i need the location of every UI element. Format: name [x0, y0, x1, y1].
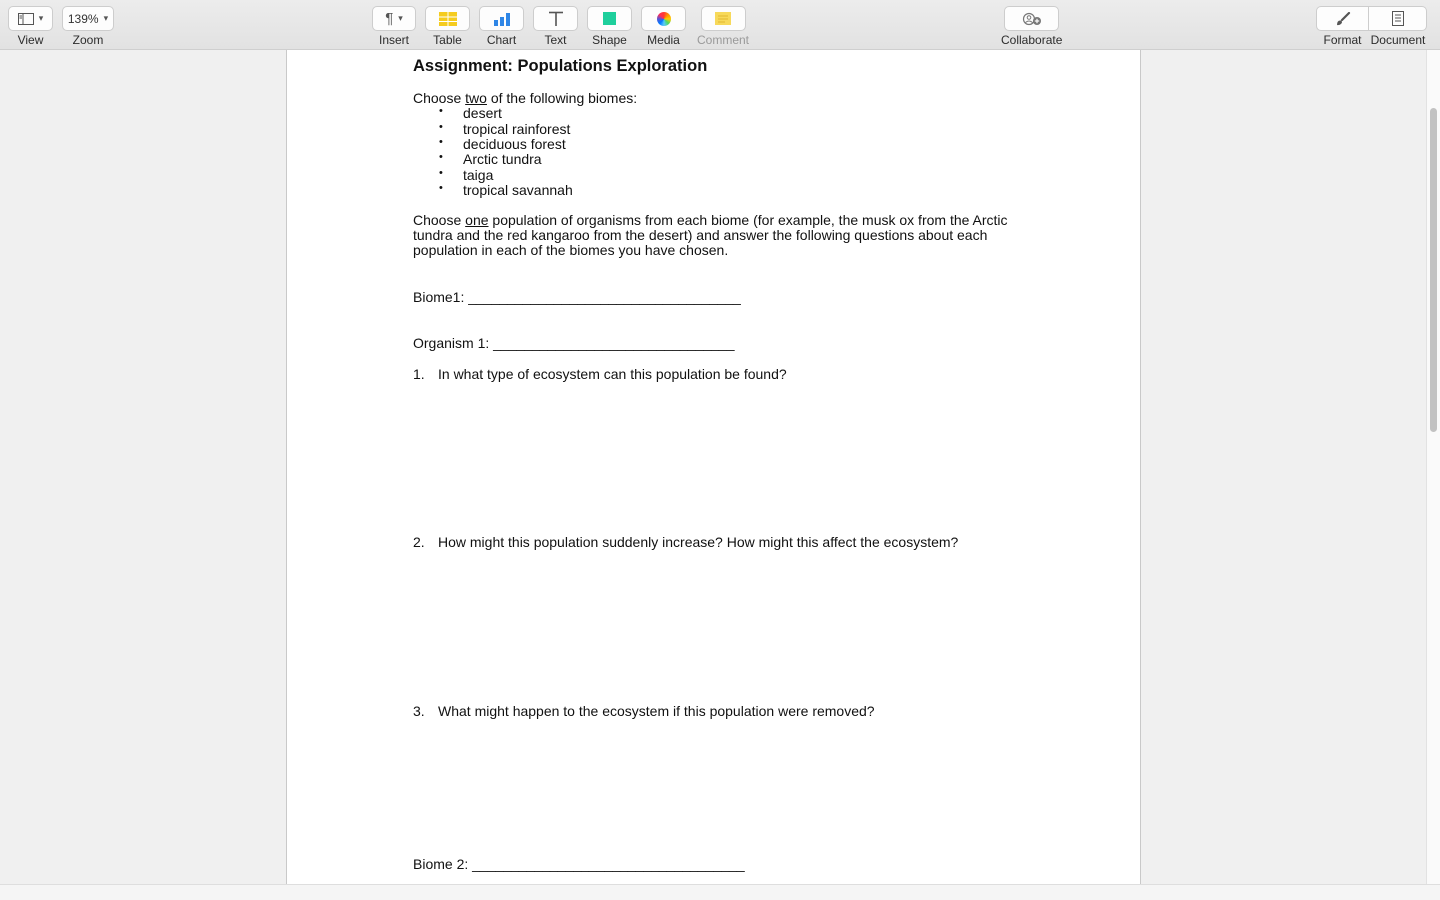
bullet-icon: •: [439, 105, 443, 117]
format-label: Format: [1323, 33, 1362, 47]
list-item-text: tropical rainforest: [463, 121, 571, 137]
comment-button: [701, 6, 746, 31]
chevron-down-icon: ▾: [103, 13, 109, 23]
document-button[interactable]: [1369, 6, 1427, 31]
instruction-text: Choose: [413, 90, 466, 106]
view-control[interactable]: [8, 6, 53, 47]
text-button[interactable]: [533, 6, 578, 31]
question-text: How might this population suddenly increase? How might this affect the ecosystem?: [438, 534, 959, 550]
bullet-icon: •: [439, 167, 443, 179]
view-button[interactable]: [8, 6, 53, 31]
comment-control: [697, 6, 749, 47]
instruction-emphasis: one: [465, 212, 489, 228]
document-label: Document: [1370, 33, 1426, 47]
text-control[interactable]: [533, 6, 578, 47]
table-button[interactable]: [425, 6, 470, 31]
zoom-control[interactable]: [62, 6, 114, 47]
paragraph-icon: ¶: [385, 10, 394, 27]
bullet-icon: •: [439, 182, 443, 194]
list-item-text: deciduous forest: [463, 136, 566, 152]
list-item-text: taiga: [463, 167, 494, 183]
shape-icon: [603, 12, 616, 25]
collaborate-control[interactable]: [1001, 6, 1062, 47]
vertical-scrollbar[interactable]: [1426, 50, 1440, 884]
chart-label: Chart: [486, 33, 517, 47]
biome2-field[interactable]: Biome 2: ___________________________________: [413, 856, 745, 872]
bullet-icon: •: [439, 136, 443, 148]
insert-label: Insert: [378, 33, 409, 47]
question-number: 2.: [413, 534, 425, 550]
question-text: In what type of ecosystem can this population be found?: [438, 366, 787, 382]
chart-icon: [493, 12, 511, 26]
population-instruction: [413, 213, 1033, 259]
question-number: 1.: [413, 366, 425, 382]
table-label: Table: [433, 33, 462, 47]
bullet-icon: •: [439, 151, 443, 163]
table-control[interactable]: [425, 6, 470, 47]
biome-instruction: [413, 90, 637, 106]
collaborate-button[interactable]: [1004, 6, 1059, 31]
chart-control[interactable]: [479, 6, 524, 47]
zoom-select[interactable]: [62, 6, 114, 31]
chevron-down-icon: ▾: [38, 13, 44, 23]
comment-label: Comment: [697, 33, 750, 47]
collaborate-icon: [1021, 12, 1043, 26]
document-control[interactable]: [1369, 6, 1427, 47]
shape-button[interactable]: [587, 6, 632, 31]
table-icon: [439, 12, 457, 26]
format-button[interactable]: [1316, 6, 1369, 31]
toolbar: [0, 0, 1440, 50]
shape-control[interactable]: [587, 6, 632, 47]
bullet-icon: •: [439, 121, 443, 133]
zoom-label: Zoom: [72, 33, 104, 47]
document-icon: [1392, 11, 1404, 26]
document-canvas[interactable]: [0, 50, 1426, 884]
list-item-text: desert: [463, 105, 502, 121]
media-button[interactable]: [641, 6, 686, 31]
biome1-field[interactable]: Biome1: ___________________________________: [413, 289, 741, 305]
question-number: 3.: [413, 703, 425, 719]
question-text: What might happen to the ecosystem if this population were removed?: [438, 703, 875, 719]
list-item-text: tropical savannah: [463, 182, 573, 198]
instruction-text: population of organisms from each biome (for example, the musk ox from the Arctic tundra and the red kangaroo from the desert) and answer the following questions about each population in each of the biomes you have chosen.: [413, 212, 1008, 259]
media-icon: [657, 12, 671, 26]
instruction-text: Choose: [413, 212, 466, 228]
shape-label: Shape: [592, 33, 627, 47]
page-title: Assignment: Populations Exploration: [413, 57, 708, 75]
view-label: View: [17, 33, 44, 47]
horizontal-scrollbar[interactable]: [0, 884, 1440, 900]
instruction-text: of the following biomes:: [486, 90, 638, 106]
insert-control[interactable]: [372, 6, 416, 47]
organism1-field[interactable]: Organism 1: _______________________________: [413, 335, 735, 351]
media-label: Media: [647, 33, 680, 47]
zoom-value: 139%: [67, 11, 99, 26]
chevron-down-icon: ▾: [398, 13, 403, 23]
instruction-emphasis: two: [465, 90, 487, 106]
text-label: Text: [544, 33, 567, 47]
media-control[interactable]: [641, 6, 686, 47]
chart-button[interactable]: [479, 6, 524, 31]
format-control[interactable]: [1316, 6, 1369, 47]
scrollbar-thumb[interactable]: [1430, 108, 1437, 432]
collaborate-label: Collaborate: [1001, 33, 1063, 47]
document-page[interactable]: [286, 50, 1141, 884]
comment-icon: [715, 12, 731, 25]
insert-button[interactable]: [372, 6, 416, 31]
text-icon: [548, 11, 564, 26]
paintbrush-icon: [1335, 12, 1351, 26]
sidebar-view-icon: [18, 13, 34, 25]
list-item-text: Arctic tundra: [463, 151, 542, 167]
